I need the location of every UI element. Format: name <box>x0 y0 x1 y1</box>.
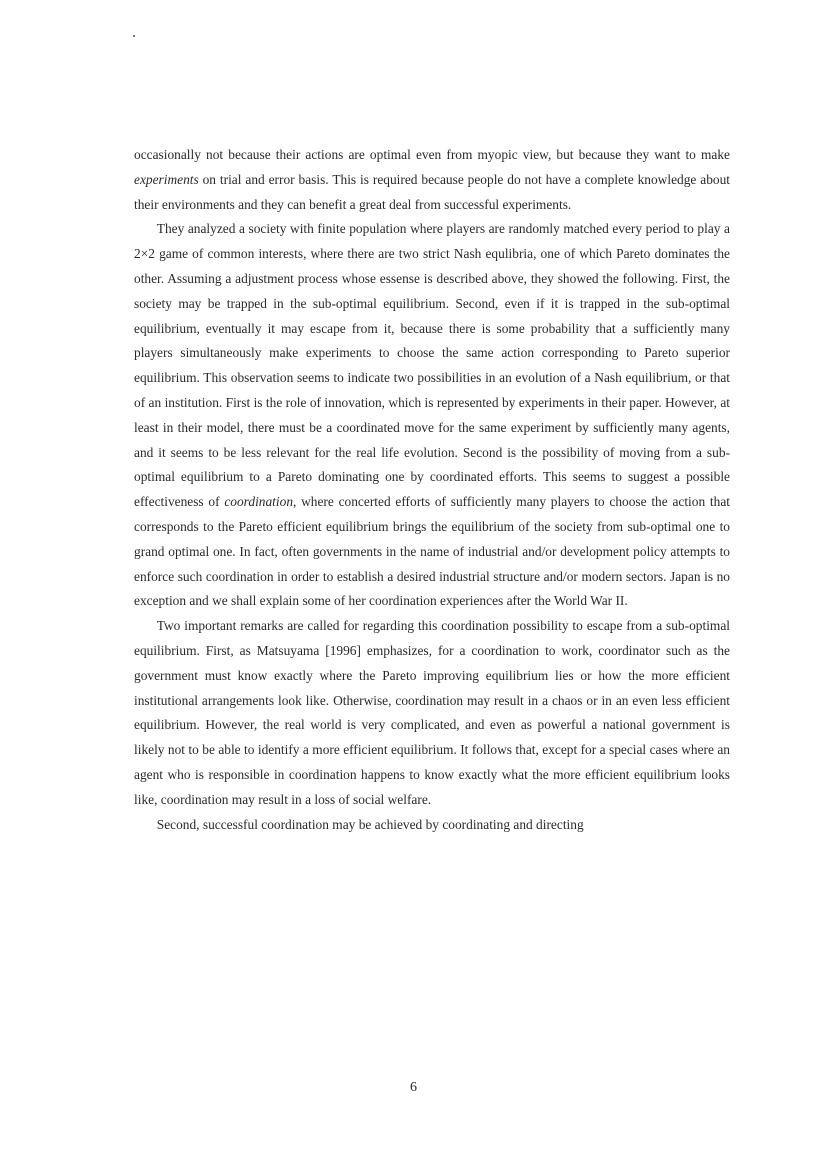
paragraph <box>134 614 730 812</box>
page-number: 6 <box>410 1080 417 1095</box>
page-body <box>134 143 730 837</box>
paragraph <box>134 813 730 838</box>
paragraph-text: on trial and error basis. This is required because people do not have a complete knowledge about their environments and they can benefit a great deal from successful experiments. <box>134 171 730 212</box>
paragraph-text: occasionally not because their actions are optimal even from myopic view, but because they want to make <box>134 147 730 162</box>
emphasized-term: experiments <box>134 171 199 187</box>
scan-speck <box>133 35 135 37</box>
paragraph <box>134 143 730 217</box>
paragraph <box>134 217 730 614</box>
paragraph-text: Second, successful coordination may be achieved by coordinating and directing <box>156 816 584 832</box>
paragraph-text: They analyzed a society with finite population where players are randomly matched every period to play a 2×2 game of common interests, where there are two strict Nash equlibria, one of which Pareto dominates the other. Assuming a adjustment process whose essense is described above, they showed the following. First, the society may be trapped in the sub-optimal equilibrium. Second, even if it is trapped in the sub-optimal equilibrium, eventually it may escape from it, because there is some probability that a sufficiently many players simultaneously make experiments to choose the same action corresponding to Pareto superior equilibrium. This observation seems to indicate two possibilities in an evolution of a Nash equilibrium, or that of an institution. First is the role of innovation, which is represented by experiments in their paper. However, at least in their model, there must be a coordinated move for the same experiment by sufficiently many agents, and it seems to be less relevant for the real life evolution. Second is the possibility of moving from a sub-optimal equilibrium to a Pareto dominating one by coordinated efforts. This seems to suggest a possible effectiveness of <box>134 221 730 510</box>
emphasized-term: coordination <box>224 494 294 510</box>
paragraph-text: Two important remarks are called for regarding this coordination possibility to escape from a sub-optimal equilibrium. First, as Matsuyama [1996] emphasizes, for a coordination to work, coordinator such as the government must know exactly where the Pareto improving equilibrium lies or how the more efficient institutional arrangements look like. Otherwise, coordination may result in a chaos or in an even less efficient equilibrium. However, the real world is very complicated, and even as powerful a national government is likely not to be able to identify a more efficient equilibrium. It follows that, except for a special cases where an agent who is responsible in coordination happens to know exactly what the more efficient equilibrium looks like, coordination may result in a loss of social welfare. <box>134 618 730 807</box>
paragraph-text: , where concerted efforts of sufficiently many players to choose the action that corresponds to the Pareto efficient equilibrium brings the equilibrium of the society from sub-optimal one to grand optimal one. In fact, often governments in the name of industrial and/or development policy attempts to enforce such coordination in order to establish a desired industrial structure and/or modern sectors. Japan is no exception and we shall explain some of her coordination experiences after the World War II. <box>134 494 731 609</box>
